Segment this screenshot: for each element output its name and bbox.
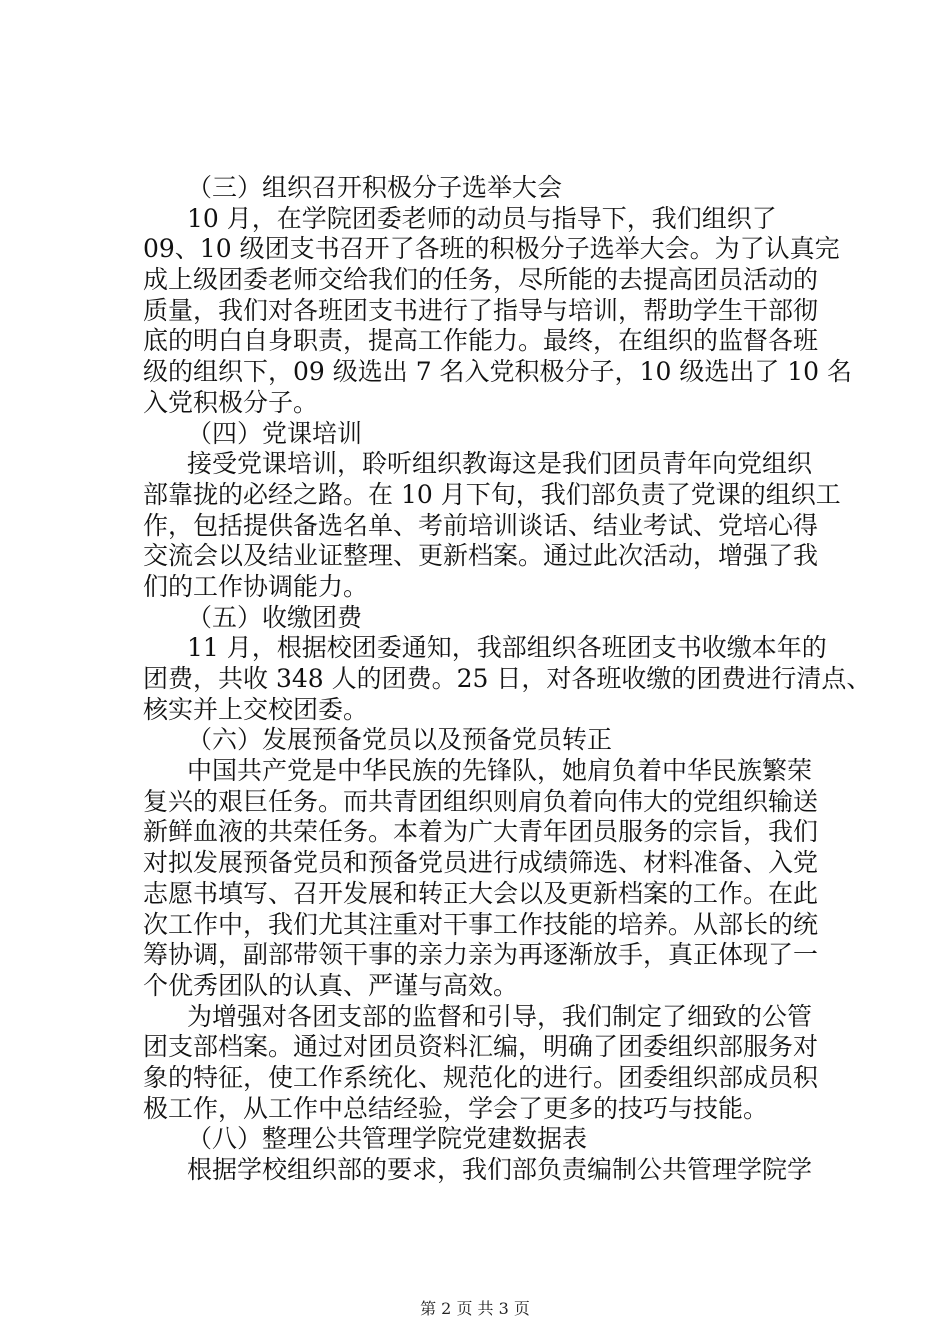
paragraph-line: 们的工作协调能力。 xyxy=(143,572,369,601)
paragraph-line: 根据学校组织部的要求，我们部负责编制公共管理学院学 xyxy=(187,1155,813,1184)
paragraph-line: 底的明白自身职责，提高工作能力。最终，在组织的监督各班 xyxy=(143,326,819,355)
page-footer: 第 2 页 共 3 页 xyxy=(420,1299,530,1318)
paragraph-line: 交流会以及结业证整理、更新档案。通过此次活动，增强了我 xyxy=(143,541,819,570)
paragraph-line: 筹协调，副部带领干事的亲力亲为再逐渐放手，真正体现了一 xyxy=(143,940,819,969)
paragraph-line: 中国共产党是中华民族的先锋队，她肩负着中华民族繁荣 xyxy=(187,756,813,785)
paragraph-line: 象的特征，使工作系统化、规范化的进行。团委组织部成员积 xyxy=(143,1063,819,1092)
paragraph-line: 质量，我们对各班团支书进行了指导与培训，帮助学生干部彻 xyxy=(143,296,819,325)
paragraph-line: 为增强对各团支部的监督和引导，我们制定了细致的公管 xyxy=(187,1002,813,1031)
paragraph-line: 09、10 级团支书召开了各班的积极分子选举大会。为了认真完 xyxy=(143,234,840,263)
paragraph-line: 作，包括提供备选名单、考前培训谈话、结业考试、党培心得 xyxy=(143,511,819,540)
section-heading-8: （八）整理公共管理学院党建数据表 xyxy=(187,1124,588,1153)
paragraph-line: 志愿书填写、召开发展和转正大会以及更新档案的工作。在此 xyxy=(143,879,819,908)
paragraph-line: 成上级团委老师交给我们的任务，尽所能的去提高团员活动的 xyxy=(143,265,819,294)
paragraph-line: 10 月，在学院团委老师的动员与指导下，我们组织了 xyxy=(187,204,777,233)
paragraph-line: 入党积极分子。 xyxy=(143,388,319,417)
paragraph-line: 团支部档案。通过对团员资料汇编，明确了团委组织部服务对 xyxy=(143,1032,819,1061)
section-heading-5: （五）收缴团费 xyxy=(187,603,363,632)
paragraph-line: 新鲜血液的共荣任务。本着为广大青年团员服务的宗旨，我们 xyxy=(143,817,819,846)
section-heading-4: （四）党课培训 xyxy=(187,419,363,448)
paragraph-line: 团费，共收 348 人的团费。25 日，对各班收缴的团费进行清点、 xyxy=(143,664,872,693)
paragraph-line: 部靠拢的必经之路。在 10 月下旬，我们部负责了党课的组织工 xyxy=(143,480,841,509)
paragraph-line: 核实并上交校团委。 xyxy=(143,695,369,724)
section-heading-6: （六）发展预备党员以及预备党员转正 xyxy=(187,725,613,754)
paragraph-line: 极工作，从工作中总结经验，学会了更多的技巧与技能。 xyxy=(143,1094,769,1123)
paragraph-line: 对拟发展预备党员和预备党员进行成绩筛选、材料准备、入党 xyxy=(143,848,819,877)
paragraph-line: 次工作中，我们尤其注重对干事工作技能的培养。从部长的统 xyxy=(143,910,819,939)
paragraph-line: 接受党课培训，聆听组织教诲这是我们团员青年向党组织 xyxy=(187,449,813,478)
paragraph-line: 11 月，根据校团委通知，我部组织各班团支书收缴本年的 xyxy=(187,633,827,662)
paragraph-line: 个优秀团队的认真、严谨与高效。 xyxy=(143,971,519,1000)
paragraph-line: 复兴的艰巨任务。而共青团组织则肩负着向伟大的党组织输送 xyxy=(143,787,819,816)
section-heading-3: （三）组织召开积极分子选举大会 xyxy=(187,173,563,202)
paragraph-line: 级的组织下，09 级选出 7 名入党积极分子，10 级选出了 10 名 xyxy=(143,357,853,386)
